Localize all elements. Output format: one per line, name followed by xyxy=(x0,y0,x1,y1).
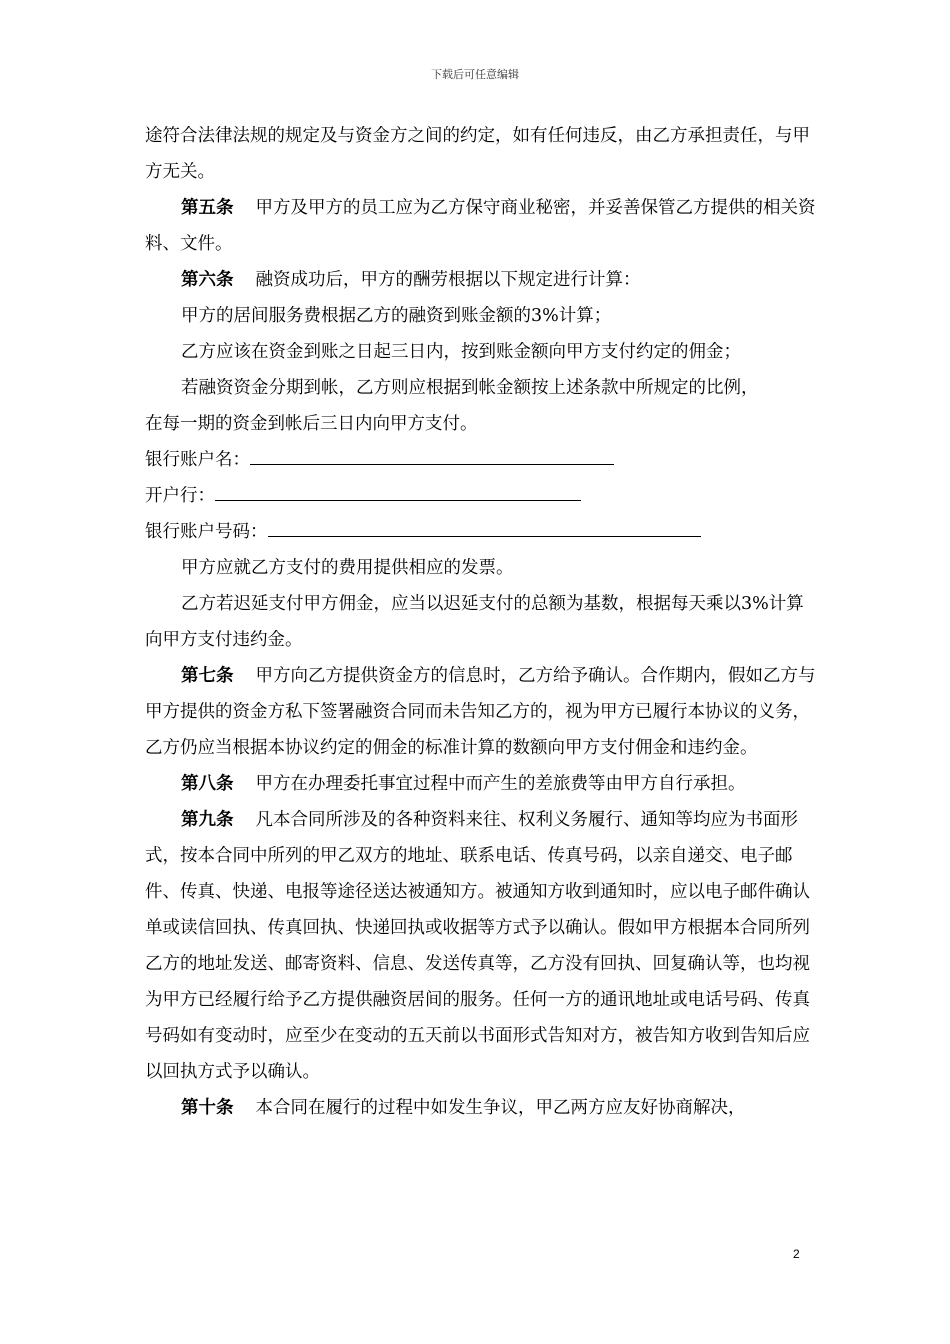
article-9-body: 凡本合同所涉及的各种资料来往、权利义务履行、通知等均应为书面形式，按本合同中所列的甲乙双方的地址、联系电话、传真号码，以亲自递交、电子邮件、传真、快递、电报等途径送达被通知方。被通知方收到通知时，应以电子邮件确认单或读信回执、传真回执、快递回执或收据等方式予以确认。假如甲方根据本合同所列乙方的地址发送、邮寄资料、信息、发送传真等，乙方没有回执、回复确认等，也均视为甲方已经履行给予乙方提供融资居间的服务。任何一方的通讯地址或电话号码、传真号码如有变动时，应至少在变动的五天前以书面形式告知对方，被告知方收到告知后应以回执方式予以确认。 xyxy=(145,810,810,1082)
article-10-body: 本合同在履行的过程中如发生争议，甲乙两方应友好协商解决， xyxy=(255,1098,746,1118)
bank-branch-row xyxy=(145,478,817,514)
article-5-title: 第五条 xyxy=(181,198,234,218)
article-9-title: 第九条 xyxy=(181,810,234,830)
article-10 xyxy=(145,1090,817,1126)
article-6-body: 融资成功后，甲方的酬劳根据以下规定进行计算： xyxy=(255,270,641,290)
article-8-title: 第八条 xyxy=(181,774,234,794)
late-payment-clause: 乙方若迟延支付甲方佣金，应当以迟延支付的总额为基数，根据每天乘以3%计算向甲方支付违约金。 xyxy=(145,594,804,650)
bank-account-name-row xyxy=(145,442,817,478)
article-6-title: 第六条 xyxy=(181,270,234,290)
article-6-item-3: 若融资资金分期到帐，乙方则应根据到帐金额按上述条款中所规定的比例， xyxy=(181,378,759,398)
article-7 xyxy=(145,658,817,766)
article-9 xyxy=(145,802,817,1090)
article-5 xyxy=(145,190,817,262)
article-6-item-2: 乙方应该在资金到账之日起三日内，按到账金额向甲方支付约定的佣金； xyxy=(181,342,741,362)
document-body xyxy=(145,118,817,1126)
page-header: 下载后可任意编辑 xyxy=(431,68,519,81)
invoice-clause: 甲方应就乙方支付的费用提供相应的发票。 xyxy=(181,558,514,578)
page-number: 2 xyxy=(793,1247,800,1261)
article-6-item-4: 在每一期的资金到帐后三日内向甲方支付。 xyxy=(145,414,478,434)
article-6-item-1: 甲方的居间服务费根据乙方的融资到账金额的3%计算； xyxy=(181,306,612,326)
article-7-body: 甲方向乙方提供资金方的信息时，乙方给予确认。合作期内，假如乙方与甲方提供的资金方私下签署融资合同而未告知乙方的，视为甲方已履行本协议的义务，乙方仍应当根据本协议约定的佣金的标准计算的数额向甲方支付佣金和违约金。 xyxy=(145,666,816,758)
article-8-body: 甲方在办理委托事宜过程中而产生的差旅费等由甲方自行承担。 xyxy=(255,774,746,794)
bank-account-number-blank[interactable] xyxy=(268,514,701,537)
bank-branch-blank[interactable] xyxy=(215,478,581,501)
bank-account-name-label: 银行账户名： xyxy=(145,450,250,470)
bank-account-number-row xyxy=(145,514,817,550)
article-5-body: 甲方及甲方的员工应为乙方保守商业秘密，并妥善保管乙方提供的相关资料、文件。 xyxy=(145,198,816,254)
article-8 xyxy=(145,766,817,802)
article-6 xyxy=(145,262,817,298)
bank-branch-label: 开户行： xyxy=(145,486,215,506)
article-10-title: 第十条 xyxy=(181,1098,234,1118)
article-7-title: 第七条 xyxy=(181,666,234,686)
bank-account-name-blank[interactable] xyxy=(250,442,614,465)
paragraph-continued: 途符合法律法规的规定及与资金方之间的约定，如有任何违反，由乙方承担责任，与甲方无关。 xyxy=(145,126,810,182)
bank-account-number-label: 银行账户号码： xyxy=(145,522,268,542)
